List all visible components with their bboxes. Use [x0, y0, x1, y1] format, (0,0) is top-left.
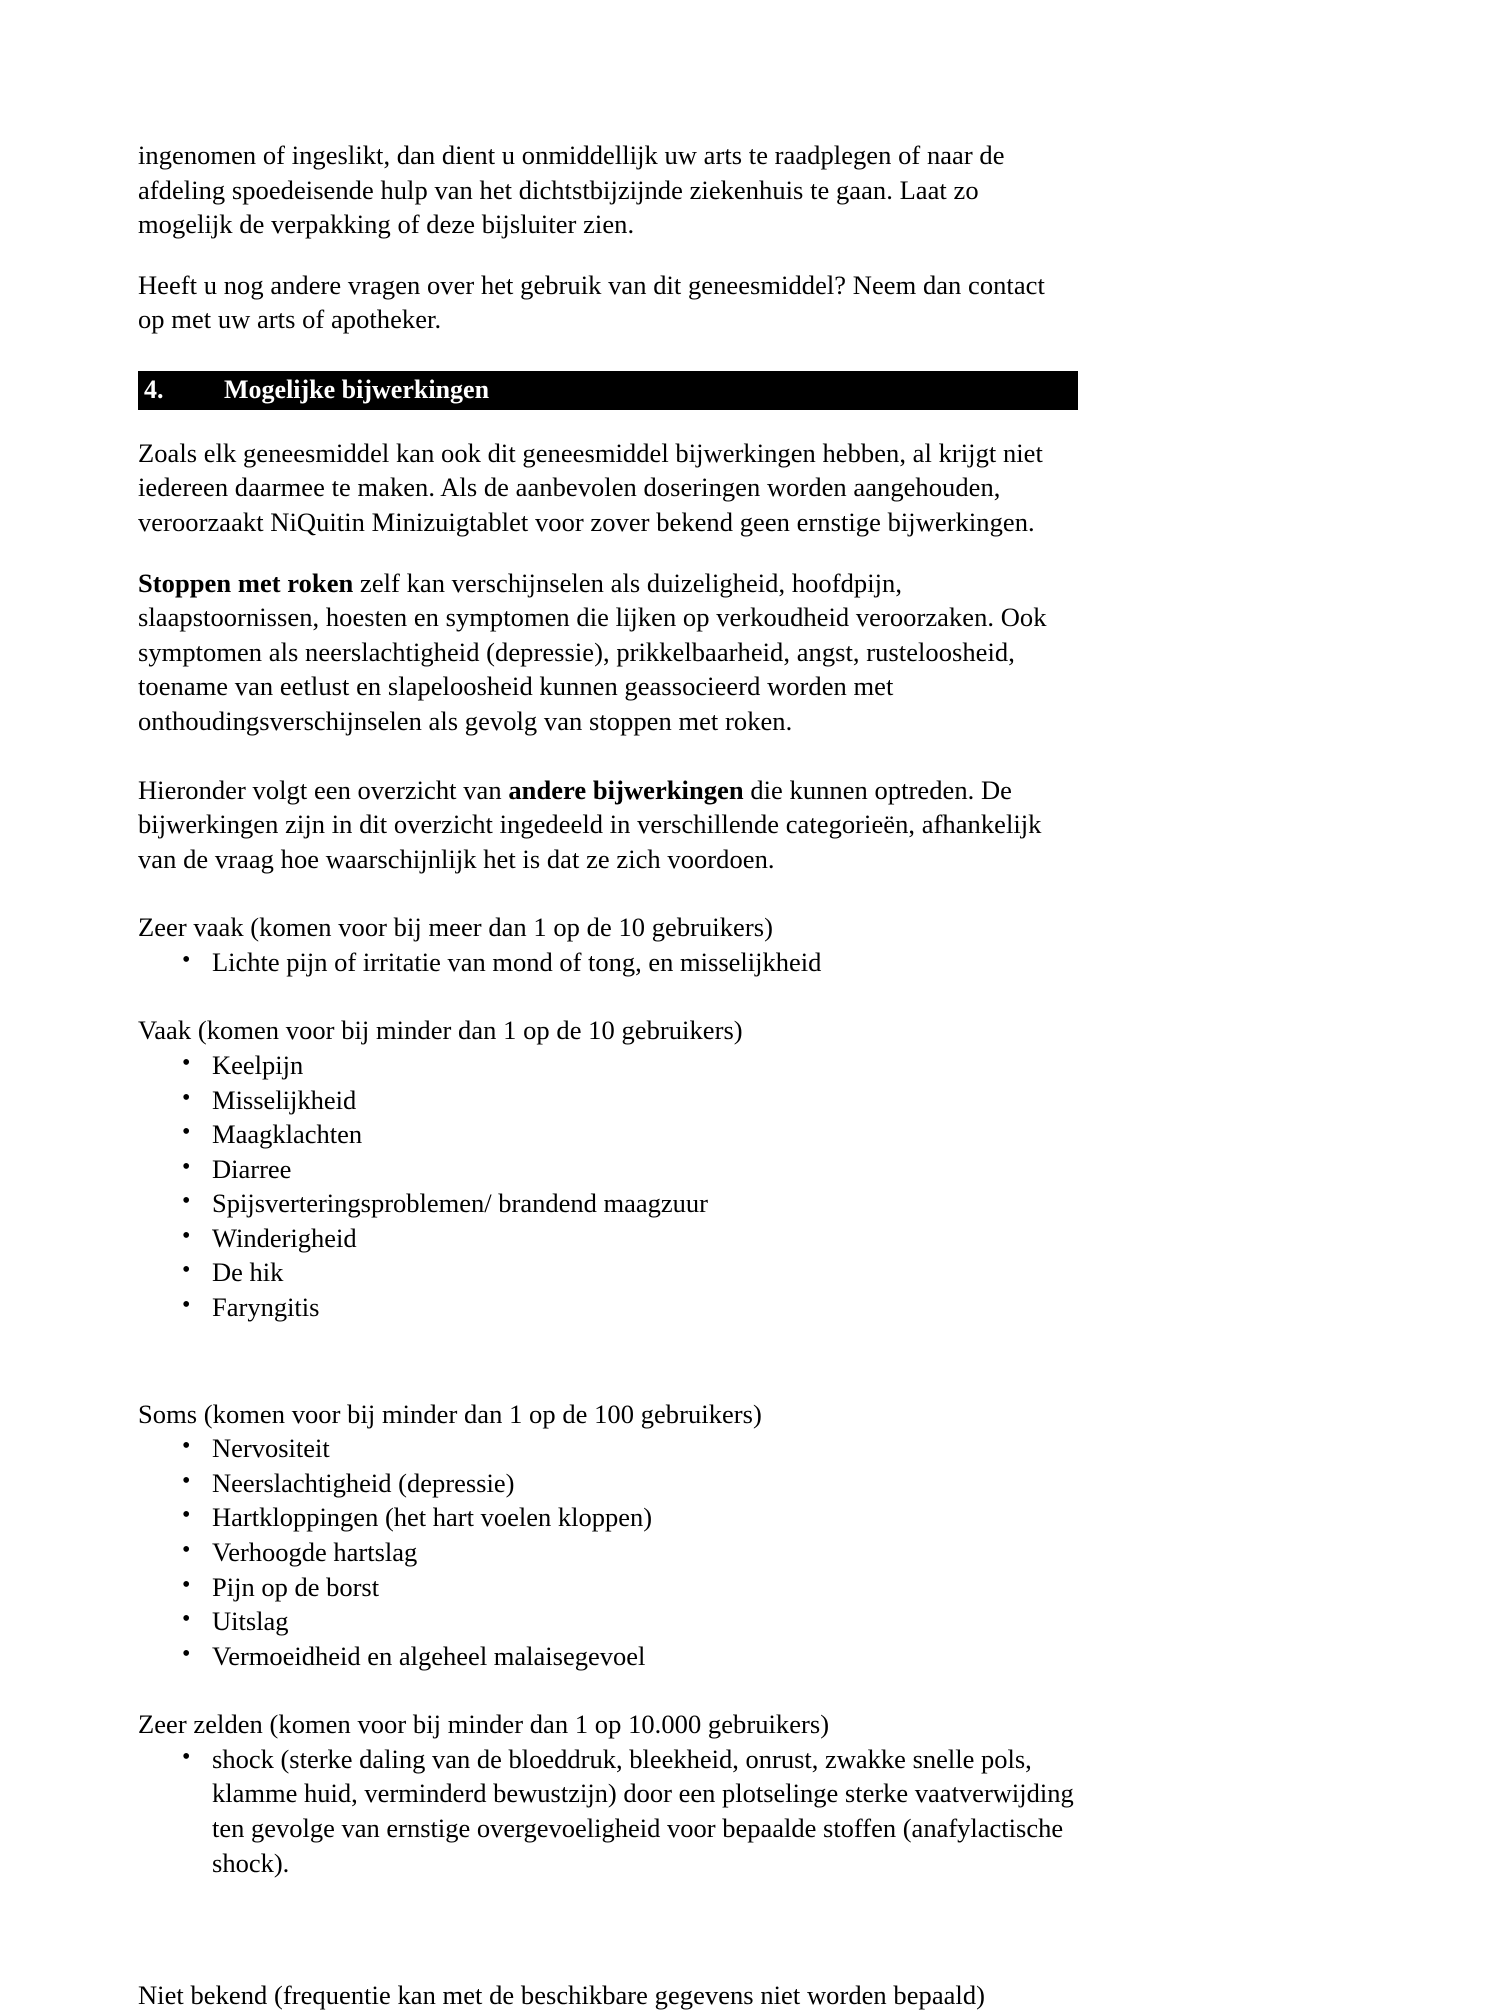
frequency-heading-zeer-vaak: Zeer vaak (komen voor bij meer dan 1 op de 10 gebruikers) [138, 912, 773, 943]
spacer [138, 739, 1078, 773]
spacer [138, 979, 1078, 1013]
spacer [138, 1952, 1078, 1978]
page-content [138, 138, 1078, 2013]
paragraph-side-effects-general: Zoals elk geneesmiddel kan ook dit geneesmiddel bijwerkingen hebben, al krijgt niet iedereen daarmee te maken. Als de aanbevolen doseringen worden aangehouden, veroorzaakt NiQuitin Minizuigtablet voor zover bekend geen ernstige bijwerkingen. [138, 437, 1043, 538]
frequency-heading-zeer-zelden: Zeer zelden (komen voor bij minder dan 1 op 10.000 gebruikers) [138, 1709, 830, 1740]
list-item: • Faryngitis [138, 1290, 1078, 1325]
paragraph-stopping-smoking-lead: Stoppen met roken [138, 567, 354, 598]
section-heading-bar [138, 371, 1078, 410]
spacer [138, 337, 1078, 371]
list-item: • Spijsverteringsproblemen/ brandend maagzuur [138, 1186, 1078, 1221]
list-item: • Keelpijn [138, 1048, 1078, 1083]
frequency-list-zeer-zelden [138, 1742, 1078, 1880]
list-item: • Diarree [138, 1152, 1078, 1187]
overview-intro-post: die kunnen optreden. De bijwerkingen zijn in dit overzicht ingedeeld in verschillende categorieën, afhankelijk van de vraag hoe waarschijnlijk het is dat ze zich voordoen. [138, 774, 1042, 874]
list-item: • Pijn op de borst [138, 1570, 1078, 1605]
paragraph-stopping-smoking [138, 566, 1078, 739]
list-item: • Misselijkheid [138, 1083, 1078, 1118]
spacer [138, 540, 1078, 566]
closing-line-niet-bekend: Niet bekend (frequentie kan met de beschikbare gegevens niet worden bepaald) [138, 1980, 986, 2011]
frequency-heading-soms: Soms (komen voor bij minder dan 1 op de 100 gebruikers) [138, 1398, 762, 1429]
paragraph-stopping-smoking-rest: zelf kan verschijnselen als duizeligheid, hoofdpijn, slaapstoornissen, hoesten en symptomen die lijken op verkoudheid veroorzaken. Ook symptomen als neerslachtigheid (depressie), prikkelbaarheid, angst, rusteloosheid, toename van eetlust en slapeloosheid kunnen geassocieerd worden met onthoudingsverschijnselen als gevolg van stoppen met roken. [138, 567, 1047, 736]
spacer [138, 1325, 1078, 1397]
list-item: • Vermoeidheid en algeheel malaisegevoel [138, 1639, 1078, 1674]
overview-intro-bold: andere bijwerkingen [508, 774, 744, 805]
list-item: • shock (sterke daling van de bloeddruk, bleekheid, onrust, zwakke snelle pols, klamme huid, verminderd bewustzijn) door een plotselinge sterke vaatverwijding ten gevolge van ernstige overgevoeligheid voor bepaalde stoffen (anafylactische shock). [138, 1742, 1078, 1880]
list-item: • Neerslachtigheid (depressie) [138, 1466, 1078, 1501]
list-item: • Lichte pijn of irritatie van mond of tong, en misselijkheid [138, 945, 1078, 980]
list-item: • Winderigheid [138, 1221, 1078, 1256]
overview-intro-pre: Hieronder volgt een overzicht van [138, 774, 509, 805]
spacer [138, 1673, 1078, 1707]
paragraph-intro-overdose: ingenomen of ingeslikt, dan dient u onmiddellijk uw arts te raadplegen of naar de afdeling spoedeisende hulp van het dichtstbijzijnde ziekenhuis te gaan. Laat zo mogelijk de verpakking of deze bijsluiter zien. [138, 140, 1005, 240]
spacer [138, 876, 1078, 910]
paragraph-overview-intro [138, 773, 1078, 877]
list-item: • De hik [138, 1255, 1078, 1290]
list-item: • Nervositeit [138, 1431, 1078, 1466]
spacer [138, 410, 1078, 436]
frequency-list-vaak [138, 1048, 1078, 1325]
frequency-heading-vaak: Vaak (komen voor bij minder dan 1 op de 10 gebruikers) [138, 1015, 743, 1046]
spacer [138, 1880, 1078, 1952]
paragraph-other-questions: Heeft u nog andere vragen over het gebruik van dit geneesmiddel? Neem dan contact op met uw arts of apotheker. [138, 269, 1045, 335]
frequency-list-zeer-vaak [138, 945, 1078, 980]
section-number: 4. [144, 374, 164, 404]
list-item: • Verhoogde hartslag [138, 1535, 1078, 1570]
list-item: • Maagklachten [138, 1117, 1078, 1152]
spacer [138, 242, 1078, 268]
section-title: Mogelijke bijwerkingen [224, 374, 490, 404]
list-item: • Uitslag [138, 1604, 1078, 1639]
frequency-list-soms [138, 1431, 1078, 1673]
list-item: • Hartkloppingen (het hart voelen kloppen) [138, 1500, 1078, 1535]
